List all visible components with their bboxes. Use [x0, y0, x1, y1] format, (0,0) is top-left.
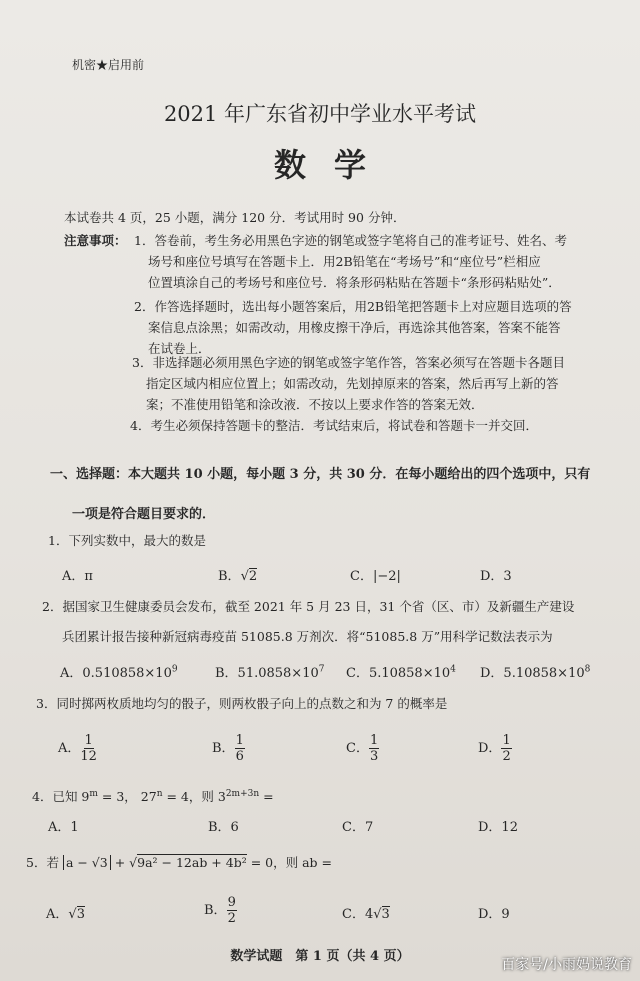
notice-item-2-line-1: 2．作答选择题时，选出每小题答案后，用2B铅笔把答题卡上对应题目选项的答	[134, 299, 572, 314]
question-3-stem: 3．同时掷两枚质地均匀的骰子，则两枚骰子向上的点数之和为 7 的概率是	[36, 696, 448, 711]
question-1-option-c: C．|−2|	[350, 569, 401, 584]
question-5-option-b: B． $\frac{9}{2}$	[204, 895, 236, 926]
question-4-stem: 4．已知 $9^m = 3$， $27^n = 4$，则 $3^{2m+3n}$ =	[32, 789, 274, 805]
question-3-option-d: D． $\frac{1}{2}$	[478, 733, 511, 764]
question-4-option-d: D．12	[478, 820, 518, 835]
watermark: 百家号/小雨妈说教育	[501, 957, 632, 973]
page-footer: 数学试题 第 1 页（共 4 页）	[230, 949, 410, 964]
notice-item-1-line-2: 场号和座位号填写在答题卡上．用2B铅笔在“考场号”和“座位号”栏相应	[148, 254, 541, 269]
section-heading-line-1: 一、选择题：本大题共 10 小题，每小题 3 分，共 30 分．在每小题给出的四个选项中，只有	[50, 467, 591, 482]
notice-label: 注意事项：	[64, 233, 127, 248]
question-2-stem-line-2: 兵团累计报告接种新冠病毒疫苗 51085.8 万剂次．将“51085.8 万”用科学记数法表示为	[62, 629, 553, 644]
question-1-option-d: D．3	[480, 569, 512, 584]
question-4-option-b: B．6	[208, 820, 239, 835]
question-1-option-b: B．√2	[218, 569, 258, 584]
subject-title: 数学	[273, 146, 394, 184]
question-5-option-d: D．9	[478, 907, 510, 922]
question-2-option-a: A．$0.510858\times 10^9$	[60, 664, 178, 681]
notice-item-3-line-3: 案；不准使用铅笔和涂改液．不按以上要求作答的答案无效．	[146, 397, 484, 412]
question-3-option-a: A． $\frac{1}{12}$	[58, 733, 97, 764]
question-1-stem: 1．下列实数中，最大的数是	[48, 533, 206, 548]
confidential-label: 机密★启用前	[72, 58, 145, 72]
question-2-option-c: C．$5.10858\times 10^4$	[346, 664, 456, 681]
exam-title: 2021 年广东省初中学业水平考试	[163, 102, 477, 126]
notice-item-2-line-2: 案信息点涂黑；如需改动，用橡皮擦干净后，再选涂其他答案，答案不能答	[148, 320, 561, 335]
notice-item-2-line-3: 在试卷上．	[148, 341, 211, 356]
question-5-option-a: A．√3	[46, 907, 85, 922]
notice-item-3-line-2: 指定区域内相应位置上；如需改动，先划掉原来的答案，然后再写上新的答	[146, 376, 559, 391]
section-heading-line-2: 一项是符合题目要求的．	[72, 507, 216, 522]
question-5-option-c: C．4√3	[342, 907, 390, 922]
question-3-option-b: B． $\frac{1}{6}$	[212, 733, 244, 764]
question-2-stem-line-1: 2．据国家卫生健康委员会发布，截至 2021 年 5 月 23 日，31 个省（区、市）及新疆生产建设	[42, 599, 575, 614]
question-1-option-a: A．π	[62, 569, 93, 584]
question-5-stem: 5．若 a − √3 + √9a² − 12ab + 4b² = 0，则 ab =	[26, 855, 332, 870]
question-2-option-d: D．$5.10858\times 10^8$	[480, 664, 591, 681]
notice-item-3-line-1: 3．非选择题必须用黑色字迹的钢笔或签字笔作答，答案必须写在答题卡各题目	[132, 355, 565, 370]
notice-item-1-line-1: 1．答卷前，考生务必用黑色字迹的钢笔或签字笔将自己的准考证号、姓名、考	[134, 233, 567, 248]
question-4-option-c: C．7	[342, 820, 374, 835]
question-2-option-b: B．$51.0858\times 10^7$	[215, 664, 325, 681]
question-4-option-a: A．1	[48, 820, 79, 835]
notice-item-1-line-3: 位置填涂自己的考场号和座位号．将条形码粘贴在答题卡“条形码粘贴处”．	[148, 275, 561, 290]
notice-item-4: 4．考生必须保持答题卡的整洁．考试结束后，将试卷和答题卡一并交回．	[130, 418, 538, 433]
question-3-option-c: C． $\frac{1}{3}$	[346, 733, 379, 764]
exam-intro: 本试卷共 4 页，25 小题，满分 120 分．考试用时 90 分钟．	[64, 210, 406, 225]
